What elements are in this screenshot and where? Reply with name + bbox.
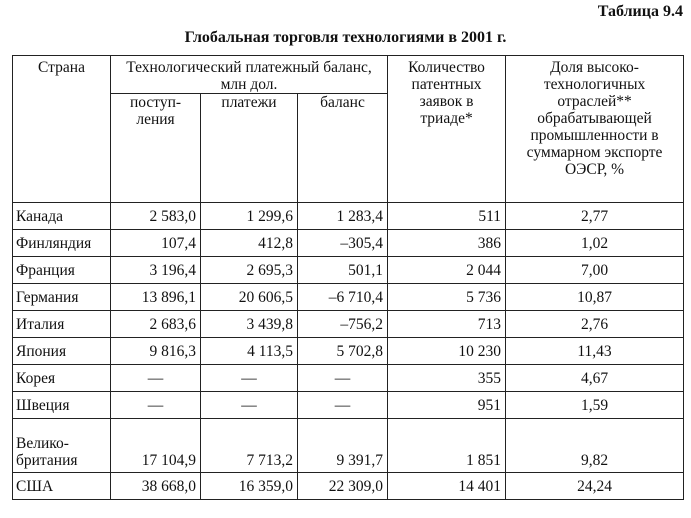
cell-share: 7,00 [506,257,684,284]
cell-balance: –305,4 [298,230,388,257]
table-row [13,257,684,284]
cell-balance: — [298,392,388,419]
cell-patents: 386 [388,230,506,257]
table-row [13,473,684,500]
cell-payments: 2 695,3 [201,257,298,284]
table-row [13,203,684,230]
header-share: Доля высоко-технологичных отраслей** обрабатывающей промышленности в суммарном экспорте ОЭСР, % [506,56,684,203]
cell-share: 4,67 [506,365,684,392]
cell-payments: 3 439,8 [201,311,298,338]
cell-country: США [13,473,111,500]
cell-receipts: — [111,365,201,392]
table-row [13,365,684,392]
cell-balance: 501,1 [298,257,388,284]
cell-country: Корея [13,365,111,392]
cell-share: 1,02 [506,230,684,257]
cell-receipts: — [111,392,201,419]
table-row [13,230,684,257]
header-balance: баланс [298,94,388,203]
cell-country: Швеция [13,392,111,419]
cell-country: Италия [13,311,111,338]
cell-country: Финляндия [13,230,111,257]
cell-share: 11,43 [506,338,684,365]
cell-receipts: 2 583,0 [111,203,201,230]
cell-receipts: 107,4 [111,230,201,257]
cell-patents: 355 [388,365,506,392]
cell-balance: 5 702,8 [298,338,388,365]
cell-share: 2,77 [506,203,684,230]
cell-country: Велико-британия [13,419,111,473]
cell-share: 9,82 [506,419,684,473]
cell-patents: 511 [388,203,506,230]
cell-receipts: 3 196,4 [111,257,201,284]
cell-payments: 7 713,2 [201,419,298,473]
cell-payments: — [201,365,298,392]
cell-patents: 1 851 [388,419,506,473]
cell-country: Германия [13,284,111,311]
cell-patents: 14 401 [388,473,506,500]
cell-patents: 5 736 [388,284,506,311]
cell-payments: — [201,392,298,419]
cell-receipts: 38 668,0 [111,473,201,500]
cell-payments: 16 359,0 [201,473,298,500]
table-number: Таблица 9.4 [597,3,683,20]
cell-payments: 20 606,5 [201,284,298,311]
table-row [13,392,684,419]
header-balance-group: Технологический платежный баланс, млн дол. [111,56,388,94]
table-row [13,419,684,473]
technology-trade-table [12,55,684,500]
cell-country: Япония [13,338,111,365]
cell-payments: 1 299,6 [201,203,298,230]
header-receipts: поступ-ления [111,94,201,203]
cell-patents: 2 044 [388,257,506,284]
cell-share: 1,59 [506,392,684,419]
cell-country: Канада [13,203,111,230]
table-row [13,338,684,365]
cell-balance: –6 710,4 [298,284,388,311]
cell-balance: — [298,365,388,392]
header-country: Страна [13,56,111,203]
header-payments: платежи [201,94,298,203]
cell-receipts: 17 104,9 [111,419,201,473]
cell-balance: –756,2 [298,311,388,338]
cell-share: 10,87 [506,284,684,311]
table-caption: Глобальная торговля технологиями в 2001 г. [184,29,507,46]
cell-patents: 951 [388,392,506,419]
cell-share: 24,24 [506,473,684,500]
cell-receipts: 2 683,6 [111,311,201,338]
table-row [13,311,684,338]
cell-receipts: 13 896,1 [111,284,201,311]
cell-patents: 713 [388,311,506,338]
cell-payments: 412,8 [201,230,298,257]
cell-receipts: 9 816,3 [111,338,201,365]
table-row [13,284,684,311]
cell-share: 2,76 [506,311,684,338]
header-patents: Количество патентных заявок в триаде* [388,56,506,203]
cell-balance: 9 391,7 [298,419,388,473]
cell-country: Франция [13,257,111,284]
cell-patents: 10 230 [388,338,506,365]
cell-balance: 22 309,0 [298,473,388,500]
cell-payments: 4 113,5 [201,338,298,365]
cell-balance: 1 283,4 [298,203,388,230]
